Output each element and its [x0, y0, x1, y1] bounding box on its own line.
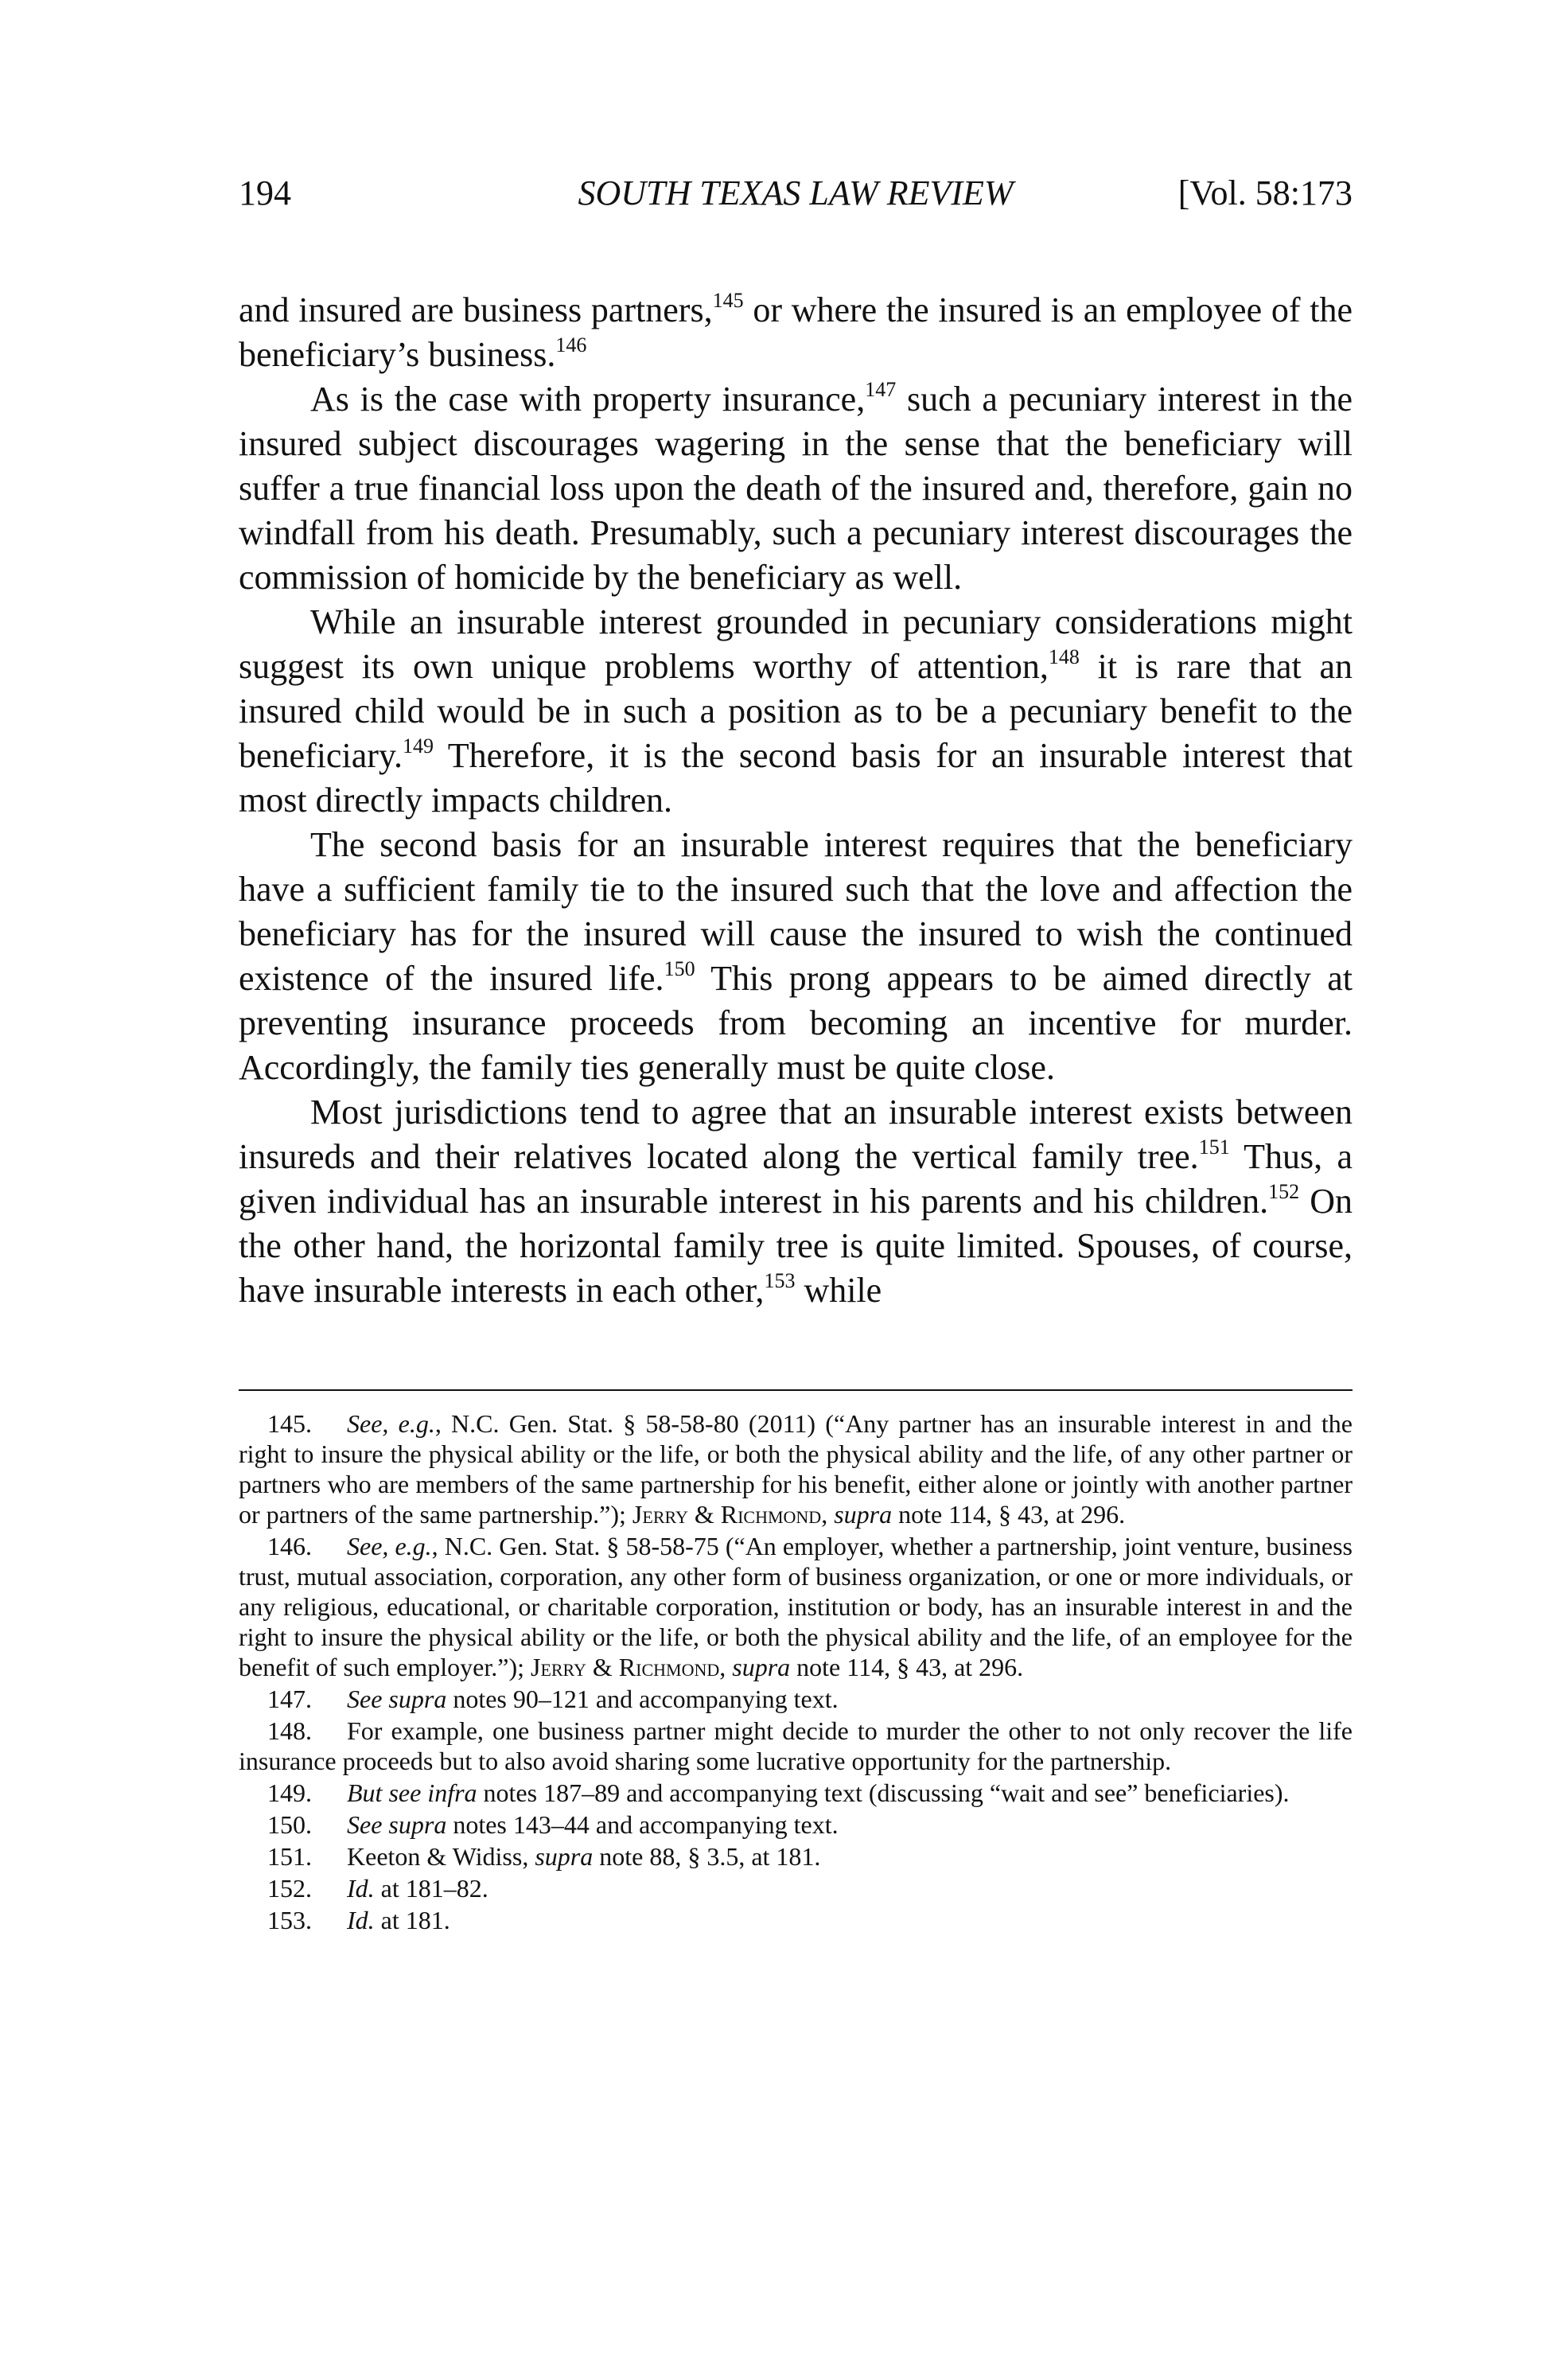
- paragraph-1: and insured are business partners,$^{145}$ or where the insured is an employee of the beneficiary’s business.$^{146}$: [239, 289, 1353, 374]
- paragraph-4: The second basis for an insurable interest requires that the beneficiary have a sufficient family tie to the insured such that the love and affection the beneficiary has for the insured will cause the insured to wish the continued existence of the insured life.$^{150}$ This prong appears to be aimed directly at preventing insurance proceeds from becoming an incentive for murder. Accordingly, the family ties generally must be quite close.: [239, 825, 1353, 1087]
- footnote-divider: [239, 1389, 1353, 1391]
- footnote-152: 152. Id. at 181–82.: [267, 1874, 488, 1903]
- footnote-ref-148[interactable]: 148: [1048, 645, 1080, 668]
- footnote-145: 145. See, e.g., N.C. Gen. Stat. § 58-58-80 (2011) (“Any partner has an insurable interest in and the right to insure the physical ability or the life, or both the physical ability and the life, of any other partner or partners who are members of the same partnership for his benefit, either alone or jointly with another partner or partners of the same partnership.”); Jerry & Richmond, supra note 114, § 43, at 296.: [239, 1409, 1353, 1529]
- footnote-ref-152[interactable]: 152: [1268, 1180, 1300, 1203]
- page-number: 194: [239, 173, 291, 212]
- footnote-ref-145[interactable]: 145: [712, 289, 744, 312]
- footnote-ref-150[interactable]: 150: [664, 957, 695, 980]
- paragraph-3: While an insurable interest grounded in pecuniary considerations might suggest its own unique problems worthy of attention,$^{148}$ it is rare that an insured child would be in such a position as to be a pecuniary benefit to the beneficiary.$^{149}$ Therefore, it is the second basis for an insurable interest that most directly impacts children.: [239, 602, 1353, 820]
- footnote-149: 149. But see infra notes 187–89 and accompanying text (discussing “wait and see” beneficiaries).: [267, 1778, 1290, 1807]
- running-header: [239, 169, 1353, 217]
- footnote-ref-149[interactable]: 149: [403, 734, 434, 758]
- footnote-ref-147[interactable]: 147: [865, 378, 897, 401]
- footnote-ref-146[interactable]: 146: [555, 333, 587, 356]
- footnotes: [239, 1408, 1353, 1937]
- footnote-ref-151[interactable]: 151: [1198, 1135, 1230, 1159]
- footnote-147: 147. See supra notes 90–121 and accompanying text.: [267, 1685, 839, 1713]
- main-text: [239, 288, 1353, 1313]
- paragraph-2: As is the case with property insurance,$^{147}$ such a pecuniary interest in the insured subject discourages wagering in the sense that the beneficiary will suffer a true financial loss upon the death of the insured and, therefore, gain no windfall from his death. Presumably, such a pecuniary interest discourages the commission of homicide by the beneficiary as well.: [239, 378, 1353, 597]
- footnote-146: 146. See, e.g., N.C. Gen. Stat. § 58-58-75 (“An employer, whether a partnership, joint venture, business trust, mutual association, corporation, any other form of business organization, or one or more individuals, or any religious, educational, or charitable corporation, institution or body, has an insurable interest in and the right to insure the physical ability or the life, or both the physical ability and the life, of an employee for the benefit of such employer.”); Jerry & Richmond, supra note 114, § 43, at 296.: [239, 1532, 1353, 1681]
- journal-title: SOUTH TEXAS LAW REVIEW: [578, 173, 1014, 212]
- paragraph-5: Most jurisdictions tend to agree that an insurable interest exists between insureds and their relatives located along the vertical family tree.$^{151}$ Thus, a given individual has an insurable interest in his parents and his children.$^{152}$ On the other hand, the horizontal family tree is quite limited. Spouses, of course, have insurable interests in each other,$^{153}$ while: [239, 1093, 1353, 1310]
- footnote-150: 150. See supra notes 143–44 and accompanying text.: [267, 1810, 839, 1839]
- footnote-153: 153. Id. at 181.: [267, 1906, 450, 1934]
- footnote-151: 151. Keeton & Widiss, supra note 88, § 3.5, at 181.: [267, 1842, 821, 1871]
- volume-citation: [Vol. 58:173: [1177, 173, 1353, 212]
- footnote-ref-153[interactable]: 153: [764, 1269, 796, 1292]
- footnote-148: 148. For example, one business partner might decide to murder the other to not only recover the life insurance proceeds but to also avoid sharing some lucrative opportunity for the partnership.: [239, 1716, 1353, 1775]
